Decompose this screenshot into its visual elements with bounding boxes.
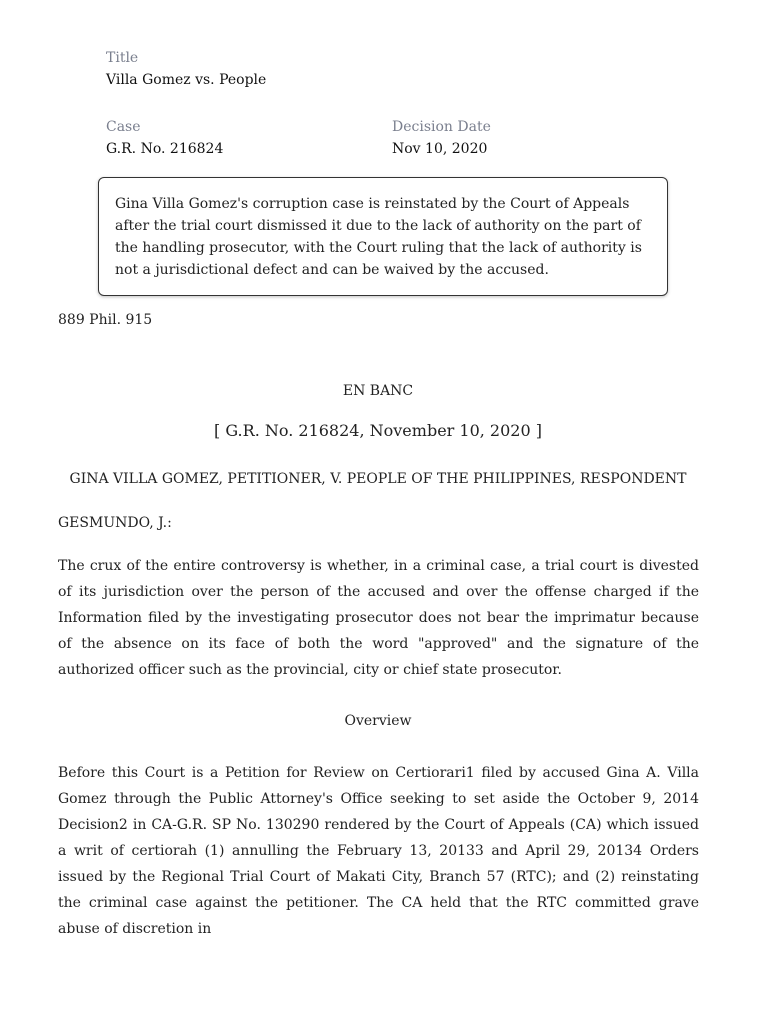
case-value: G.R. No. 216824 xyxy=(106,141,224,157)
ponente: GESMUNDO, J.: xyxy=(58,515,172,531)
citation: 889 Phil. 915 xyxy=(58,312,153,328)
case-label: Case xyxy=(106,119,141,135)
decision-date-label: Decision Date xyxy=(392,119,491,135)
paragraph-overview: Before this Court is a Petition for Review on Certiorari1 filed by accused Gina A. Villa Gomez through the Public Attorney's Office seeking to set aside the October 9, 2014 Decision2 in CA-G.R. SP No. 130290 rendered by the Court of Appeals (CA) which issued a writ of certiorah (1) annulling the February 13, 20133 and April 29, 20134 Orders issued by the Regional Trial Court of Makati City, Branch 57 (RTC); and (2) reinstating the criminal case against the petitioner. The CA held that the RTC committed grave abuse of discretion in xyxy=(58,765,699,937)
case-heading: [ G.R. No. 216824, November 10, 2020 ] xyxy=(214,421,542,440)
division: EN BANC xyxy=(342,383,414,399)
title-value: Villa Gomez vs. People xyxy=(106,72,267,88)
decision-date-value: Nov 10, 2020 xyxy=(392,141,488,157)
case-summary-box xyxy=(98,177,668,296)
paragraph-crux: The crux of the entire controversy is whether, in a criminal case, a trial court is divested of its jurisdiction over the person of the accused and over the offense charged if the Information filed by the investigating prosecutor does not bear the imprimatur because of the absence on its face of both the word "approved" and the signature of the authorized officer such as the provincial, city or chief state prosecutor. xyxy=(58,558,699,678)
section-heading-overview: Overview xyxy=(344,713,412,729)
case-summary-text: Gina Villa Gomez's corruption case is reinstated by the Court of Appeals after the trial court dismissed it due to the lack of authority on the part of the handling prosecutor, with the Court ruling that the lack of authority is not a jurisdictional defect and can be waived by the accused. xyxy=(115,196,642,278)
title-label: Title xyxy=(106,50,139,66)
parties: GINA VILLA GOMEZ, PETITIONER, V. PEOPLE OF THE PHILIPPINES, RESPONDENT xyxy=(69,471,687,487)
